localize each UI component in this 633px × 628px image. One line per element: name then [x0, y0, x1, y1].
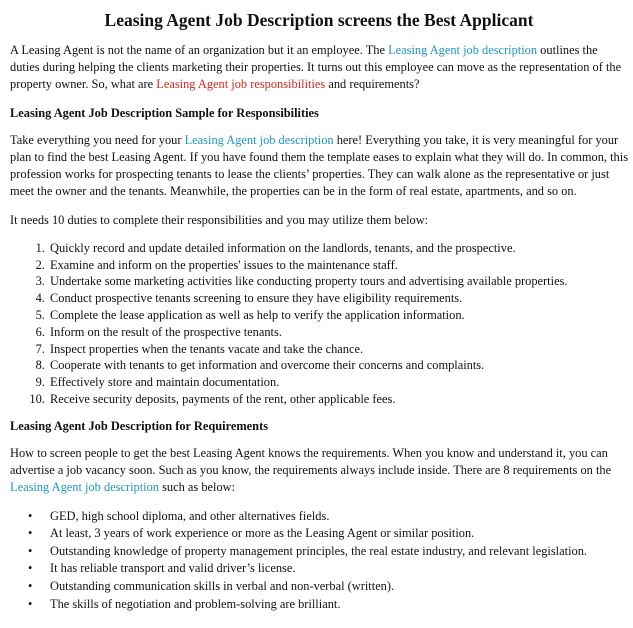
job-responsibilities-link[interactable]: Leasing Agent job responsibilities: [156, 77, 326, 92]
bullet-icon: •: [28, 596, 33, 611]
requirement-item: [28, 596, 628, 614]
requirements-list: [10, 508, 628, 614]
duty-item: 8. Cooperate with tenants to get information and overcome their concerns and complaints.: [48, 357, 628, 374]
bullet-icon: •: [28, 543, 33, 558]
duty-item: 7. Inspect properties when the tenants vacate and take the chance.: [48, 341, 628, 358]
duty-item: 9. Effectively store and maintain documentation.: [48, 374, 628, 391]
responsibilities-text-2: here! Everything you take, it is very meaningful for your plan to find the best Leasing Agent. If you have found them the template eases to explain what they will do. In common, this profession works for prospecting tenants to lease the clients’ properties. They can walk alone as the representative or just meet the owner and the tenants. Meanwhile, the properties can be in the form of real estate, apartments, and so on.: [10, 132, 629, 199]
intro-paragraph: [10, 42, 628, 94]
requirements-link[interactable]: Leasing Agent job description: [10, 480, 160, 495]
requirement-text: It has reliable transport and valid driver’s license.: [50, 561, 296, 576]
job-description-link[interactable]: Leasing Agent job description: [388, 43, 538, 57]
requirement-item: [28, 560, 628, 578]
responsibilities-text-1: Take everything you need for your: [10, 132, 185, 147]
requirement-item: [28, 543, 628, 561]
responsibilities-paragraph: [10, 132, 628, 201]
duty-item: 2. Examine and inform on the properties' issues to the maintenance staff.: [48, 257, 628, 274]
requirement-item: [28, 525, 628, 543]
bullet-icon: •: [28, 508, 33, 523]
requirement-text: The skills of negotiation and problem-solving are brilliant.: [50, 596, 341, 611]
duty-item: 1. Quickly record and update detailed information on the landlords, tenants, and the prospective.: [48, 240, 628, 257]
duty-item: 10. Receive security deposits, payments of the rent, other applicable fees.: [48, 391, 628, 408]
requirements-text-2: such as below:: [159, 480, 236, 495]
duties-intro: It needs 10 duties to complete their responsibilities and you may utilize them below:: [10, 212, 429, 227]
requirement-text: Outstanding knowledge of property management principles, the real estate industry, and relevant legislation.: [50, 543, 587, 558]
requirement-item: [28, 578, 628, 596]
duties-list: [10, 240, 628, 408]
requirements-paragraph: [10, 445, 628, 497]
requirement-item: [28, 508, 628, 526]
responsibilities-link[interactable]: Leasing Agent job description: [184, 132, 334, 147]
responsibilities-heading: Leasing Agent Job Description Sample for Responsibilities: [10, 105, 319, 120]
page-title: Leasing Agent Job Description screens the Best Applicant: [104, 10, 534, 30]
duty-item: 5. Complete the lease application as well as help to verify the application information.: [48, 307, 628, 324]
duty-item: 6. Inform on the result of the prospective tenants.: [48, 324, 628, 341]
intro-text-3: and requirements?: [325, 77, 420, 92]
duty-item: 4. Conduct prospective tenants screening to ensure they have eligibility requirements.: [48, 290, 628, 307]
duty-item: 3. Undertake some marketing activities like conducting property tours and advertising available properties.: [48, 273, 628, 290]
requirements-text-1: How to screen people to get the best Leasing Agent knows the requirements. When you know and understand it, you can advertise a job vacancy soon. Such as you know, the requirements always include inside. There are 8 requirements on the: [10, 446, 612, 478]
intro-text-1: A Leasing Agent is not the name of an organization but it an employee. The: [10, 43, 389, 57]
intro-text-2: outlines the duties during helping the clients marketing their properties. It turns out this employee can move as the representation of the property owner. So, what are: [10, 43, 622, 92]
bullet-icon: •: [28, 578, 33, 593]
bullet-icon: •: [28, 526, 33, 541]
document-page: [10, 10, 628, 613]
requirement-text: Outstanding communication skills in verbal and non-verbal (written).: [50, 578, 395, 593]
requirement-text: GED, high school diploma, and other alternatives fields.: [50, 508, 330, 523]
requirement-text: At least, 3 years of work experience or more as the Leasing Agent or similar position.: [50, 526, 475, 541]
bullet-icon: •: [28, 561, 33, 576]
requirements-heading: Leasing Agent Job Description for Requirements: [10, 418, 269, 433]
